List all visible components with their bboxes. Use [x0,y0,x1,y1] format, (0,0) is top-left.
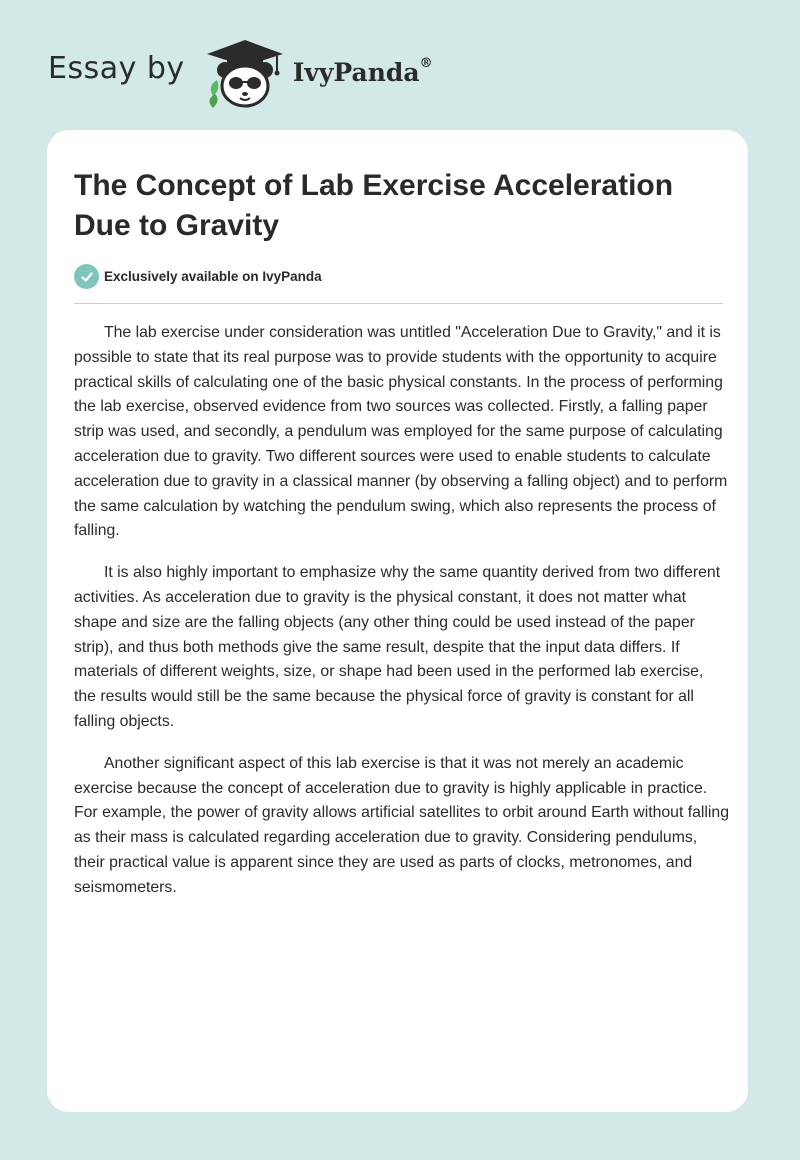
trademark-symbol: ® [419,56,433,72]
exclusive-badge-text: Exclusively available on IvyPanda [104,269,322,284]
paragraph: Another significant aspect of this lab exercise is that it was not merely an academic exercise because the concept of acceleration due to gravity is highly applicable in practice. For example, the power of gravity allows artificial satellites to orbit around Earth without falling as their mass is calculated regarding acceleration due to gravity. Considering pendulums, their practical value is apparent since they are used as parts of clocks, metronomes, and seismometers. [74,754,730,896]
essay-by-label: Essay by [48,50,185,86]
checkmark-icon [74,264,99,289]
exclusive-badge [74,264,322,289]
site-header [48,36,433,108]
ivypanda-logo[interactable] [203,36,433,108]
essay-body [74,321,729,918]
brand-text: IvyPanda [292,57,420,87]
paragraph: The lab exercise under consideration was untitled "Acceleration Due to Gravity," and it is possible to state that its real purpose was to provide students with the opportunity to acquire practical skills of calculating one of the basic physical constants. In the process of performing the lab exercise, observed evidence from two sources was collected. Firstly, a falling paper strip was used, and secondly, a pendulum was employed for the same purpose of calculating acceleration due to gravity. Two different sources were used to enable students to calculate acceleration due to gravity in a classical manner (by observing a falling object) and to perform the same calculation by watching the pendulum swing, which also represents the process of falling. [74,324,728,540]
brand-name [293,58,433,87]
divider [74,303,723,304]
essay-title: The Concept of Lab Exercise Acceleration Due to Gravity [74,169,674,242]
paragraph: It is also highly important to emphasize why the same quantity derived from two different activities. As acceleration due to gravity is the physical constant, it does not matter what shape and size are the falling objects (any other thing could be used instead of the paper strip), and thus both methods give the same result, despite that the input data differs. If materials of different weights, size, or shape had been used in the performed lab exercise, the results would still be the same because the physical force of gravity is constant for all falling objects. [74,564,721,730]
essay-card [47,130,748,1112]
panda-mascot-icon [203,36,287,108]
